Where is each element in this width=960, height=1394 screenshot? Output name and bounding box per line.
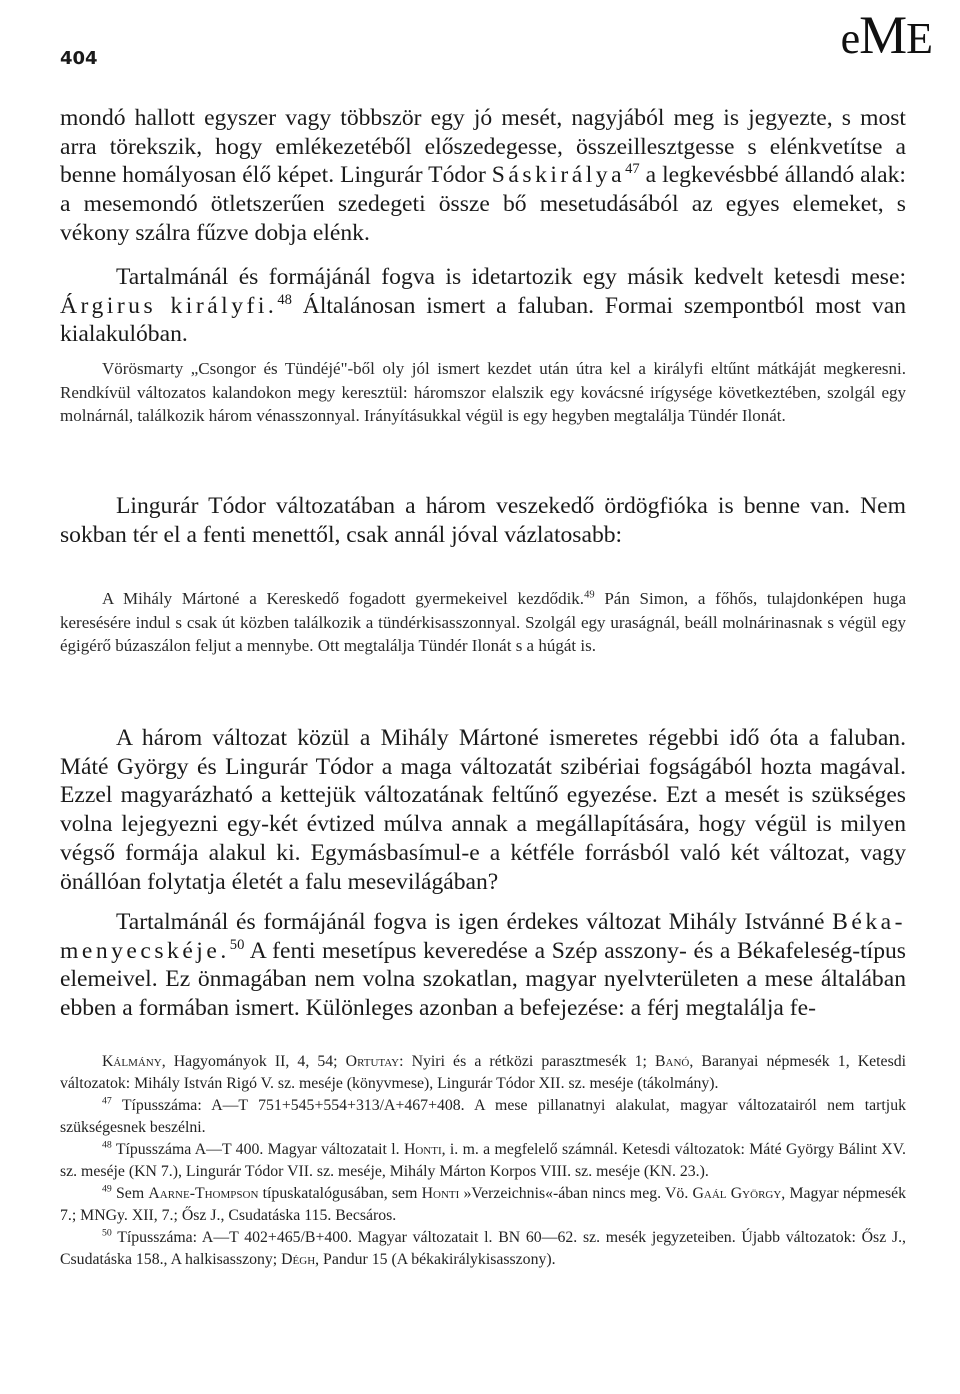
paragraph-2 [60,263,906,349]
footnote-48-number: 48 [102,1139,112,1151]
paragraph-5-small [60,587,906,658]
footnote-ref-49: 49 [584,589,595,601]
paragraph-6 [60,724,906,896]
footnotes [60,1051,906,1271]
p5-text-c: Pán Simon, a főhős, tulajdonképen huga keresésére indul s csak út közben találkozik a tündérkisasszonnyal. Szolgál egy uraságnál, beáll molnárinasnak s végül egy égigérő búzaszálon feljut a mennybe. Ott megtalálja Tündér Ilonát s a húgát is. [60,589,906,655]
title-beka-menyecske: Béka-menyecskéje. [60,909,906,964]
footnote-48: $^{48}$ Típusszáma A—T 400. Magyar változatait l. Honti, i. m. a megfelelő számnál. Ketesdi változatok: Máté György Bálint XV. sz. meséje (KN 7.), Lingurár Tódor VII. sz. meséje, Mihály Márton Korpos VIII. sz. meséje (KN. 23.). [60,1139,906,1180]
p3-text: Vörösmarty „Csongor és Tündéjé"-ből oly jól ismert kezdet után útra kel a királyfi eltűnt mátkáját megkeresni. Rendkívül változatos kalandokon megy keresztül: háromszor elalszik egy kovácsné irígysége következtében, szolgál egy molnárnál, találkozik három vénasszonnyal. Irányításukkal végül is egy hegyben megtalálja Tündér Ilonát. [60,359,906,425]
footnote-50-number: 50 [102,1227,112,1239]
footnote-47 [60,1095,906,1139]
footnote-ref-47: 47 [625,161,640,178]
p7-text-d: A fenti mesetípus keveredése a Szép asszony- és a Békafeleség-típus elemeivel. Ez önmagában nem volna szokatlan, magyar nyelvterületen a mese általában ebben a formában ismert. Különleges azonban a befejezése: a férj megtalálja fe- [60,937,906,1022]
title-argirus: Árgirus királyfi. [60,292,278,319]
page-number: 404 [60,48,98,69]
footnote-49: $^{49}$ Sem Aarne-Thompson típuskatalógusában, sem Honti »Verzeichnis«-ában nincs meg. Vö. Gaál György, Magyar népmesék 7.; MNGy. XII, 7.; Ősz J., Csudatáska 115. Becsáros. [60,1183,907,1224]
footnote-ref-50: 50 [229,936,245,953]
p4-text: Lingurár Tódor változatában a három veszekedő ördögfióka is benne van. Nem sokban tér el a fenti menettől, csak annál jóval vázlatosabb: [60,493,906,548]
footnote-47-text: Típusszáma: A—T 751+545+554+313/A+467+408. A mese pillanatnyi alakulat, magyar változatairól nem tartjuk szükségesnek beszélni. [60,1097,906,1136]
p2-text-d: Általánosan ismert a faluban. Formai szempontból most van kialakulóban. [60,292,906,348]
p7-text-a: Tartalmánál és formájánál fogva is igen érdekes változat Mihály Istvánné [116,909,833,935]
p6-text: A három változat közül a Mihály Mártoné ismeretes régebbi idő óta a faluban. Máté György és Lingurár Tódor a maga változatát szibériai fogságából hozta magával. Ezzel magyarázható a kettejük változatának feltűnő egyezése. Ezt a mesét is szükséges volna lejegyezni egy-két évtized múlva annak a megállapítására, hogy végül is milyen végső formája alakul ki. Egymásbasímul-e a kétféle forrásból való két változat, vagy önállóan folytatja életét a falu mesevilágában? [60,725,906,895]
logo-letter-m: M [859,5,907,65]
p5-text-a: A Mihály Mártoné a Kereskedő fogadott gyermekeivel kezdődik. [102,589,585,608]
paragraph-3-small [60,357,906,428]
footnote-47-number: 47 [102,1095,112,1107]
p1-text-d: a legkevésbbé állandó alak: a mesemondó ötletszerűen szedegeti össze bő mesetudásából az egyes elemeket, s vékony szálra fűzve dobja elénk. [60,162,906,246]
logo-letter-e: e [840,14,860,63]
logo-letter-e2: E [906,14,932,63]
publisher-logo [841,4,932,66]
title-saskiralya: Sáskirálya [491,162,626,189]
footnote-ref-48: 48 [277,291,292,308]
footnote-50: $^{50}$ Típusszáma: A—T 402+465/B+400. Magyar változatait l. BN 60—62. sz. mesék jegyzeteiben. Újabb változatok: Ősz J., Csudatáska 158., A halkisasszony; Dégh, Pandur 15 (A békakirálykisasszony). [60,1227,906,1268]
paragraph-7 [60,908,906,1023]
footnote-sources: Kálmány, Hagyományok II, 4, 54; Ortutay: Nyiri és a rétközi parasztmesék 1; Banó, Baranyai népmesék 1, Ketesdi változatok: Mihály István Rigó V. sz. meséje (könyvmese), Lingurár Tódor XII. sz. meséje (tákolmány). [60,1053,906,1092]
footnote-49-number: 49 [102,1183,112,1195]
p1-text-a: mondó hallott egyszer vagy többször egy jó mesét, nagyjából meg is jegyezte, s most arra törekszik, hogy emlékezetéből előszedegesse, összeillesztgesse s elénkvetítse a benne homályosan élő képet. Lingurár Tódor [60,105,906,189]
paragraph-1 [60,104,906,248]
p2-text-a: Tartalmánál és formájánál fogva is idetartozik egy másik kedvelt ketesdi mese: [116,264,906,290]
paragraph-4 [60,492,906,549]
